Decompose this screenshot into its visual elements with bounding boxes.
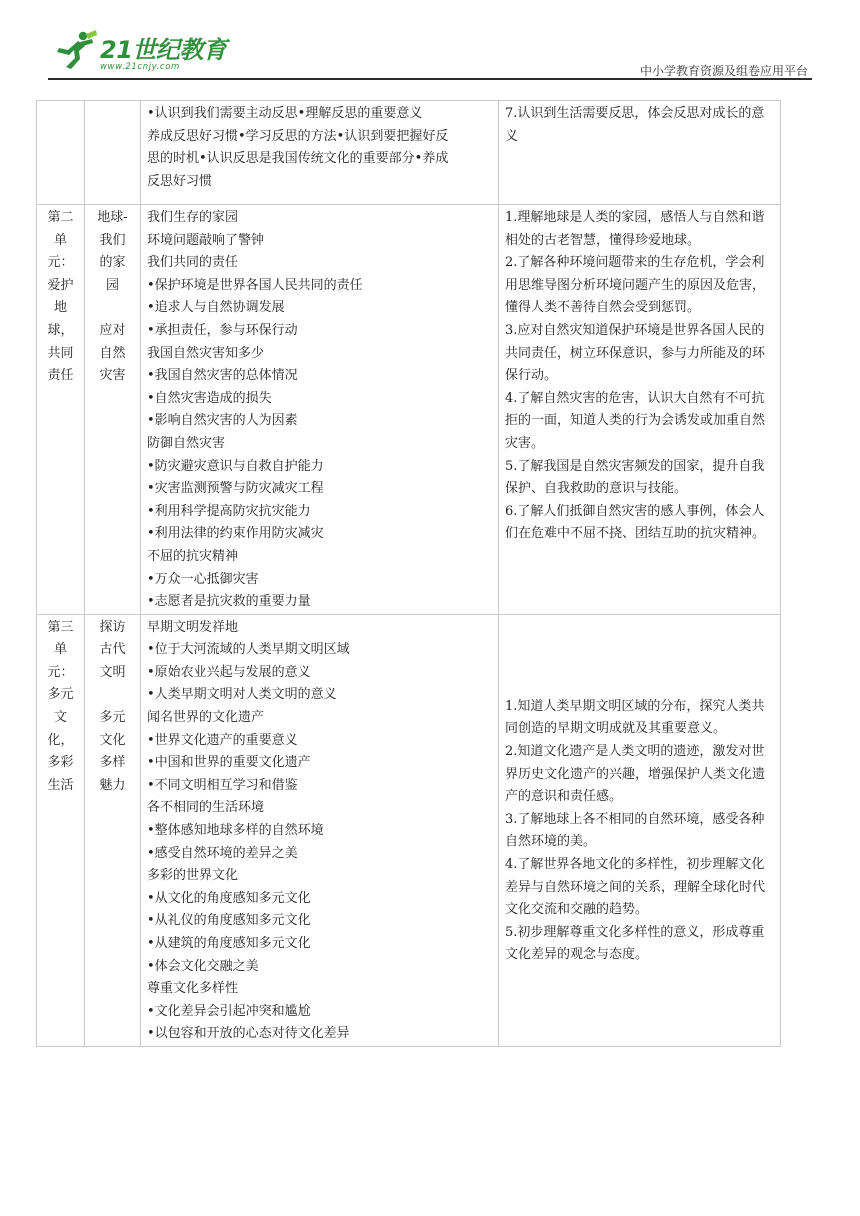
goal-item: 1.知道人类早期文明区域的分布，探究人类共同创造的早期文明成就及其重要意义。 <box>505 698 765 737</box>
topic-line: •灾害监测预警与防灾减灾工程 <box>147 481 324 497</box>
topic-line: 尊重文化多样性 <box>147 981 239 997</box>
theme-line: 多元 <box>99 710 126 726</box>
goal-item: 6.了解人们抵御自然灾害的感人事例，体会人们在危难中不屈不挠、团结互助的抗灾精神。 <box>505 503 766 542</box>
theme-cell <box>85 101 141 205</box>
goal-item: 2.知道文化遗产是人类文明的遗迹，激发对世界历史文化遗产的兴趣，增强保护人类文化遗产的意识和责任感。 <box>505 743 766 805</box>
topic-line: •影响自然灾害的人为因素 <box>147 413 298 429</box>
goals-cell <box>499 101 781 205</box>
topic-line: •整体感知地球多样的自然环境 <box>147 823 324 839</box>
theme-line: 魅力 <box>99 777 126 793</box>
unit-line: 多元 <box>47 687 74 703</box>
topic-line: 环境问题敲响了警钟 <box>147 232 265 248</box>
theme-line: 多样 <box>99 755 126 771</box>
topic-line: 养成反思好习惯•学习反思的方法•认识到要把握好反 <box>147 128 449 144</box>
topic-line: 我们生存的家园 <box>147 210 239 225</box>
topic-line: •我国自然灾害的总体情况 <box>147 368 298 384</box>
topic-line: •从礼仪的角度感知多元文化 <box>147 913 311 929</box>
unit-line: 共同 <box>47 345 74 361</box>
topic-line: 多彩的世界文化 <box>147 868 239 884</box>
topic-line: •承担责任，参与环保行动 <box>147 322 298 338</box>
unit-line: 球， <box>47 322 74 338</box>
topic-line: •追求人与自然协调发展 <box>147 300 285 316</box>
theme-cell <box>85 205 141 615</box>
topic-line: 我国自然灾害知多少 <box>147 345 265 361</box>
table-row <box>37 205 781 615</box>
topic-line: •万众一心抵御灾害 <box>147 571 259 587</box>
topic-line: •以包容和开放的心态对待文化差异 <box>147 1026 350 1042</box>
topics-cell <box>141 101 499 205</box>
goal-item: 5.初步理解尊重文化多样性的意义，形成尊重文化差异的观念与态度。 <box>505 924 765 963</box>
topic-line: •认识到我们需要主动反思•理解反思的重要意义 <box>147 106 423 121</box>
unit-line: 第三 <box>47 619 74 635</box>
unit-line: 元： <box>47 255 74 271</box>
logo-url: www.21cnjy.com <box>100 62 180 72</box>
topic-line: 闻名世界的文化遗产 <box>147 710 265 726</box>
curriculum-table <box>36 100 781 1047</box>
unit-cell <box>37 614 85 1046</box>
table-row <box>37 101 781 205</box>
goal-item: 5.了解我国是自然灾害频发的国家，提升自我保护、自我救助的意识与技能。 <box>505 458 765 497</box>
topic-line: •从文化的角度感知多元文化 <box>147 890 311 906</box>
goal-item: 7.认识到生活需要反思，体会反思对成长的意义 <box>505 106 765 144</box>
unit-line: 化， <box>47 732 74 748</box>
topics-cell <box>141 614 499 1046</box>
theme-line: 应对 <box>99 322 126 338</box>
unit-line: 文 <box>53 710 67 726</box>
unit-line: 元： <box>47 664 74 680</box>
goal-item: 4.了解自然灾害的危害，认识大自然有不可抗拒的一面，知道人类的行为会诱发或加重自然灾害。 <box>505 390 766 451</box>
theme-line: 地球- <box>97 210 128 225</box>
topic-line: •文化差异会引起冲突和尴尬 <box>147 1003 311 1019</box>
goal-item: 1.理解地球是人类的家园，感悟人与自然和谐相处的古老智慧，懂得珍爱地球。 <box>505 210 765 248</box>
table-row <box>37 614 781 1046</box>
theme-line: 探访 <box>99 619 126 635</box>
topic-line: 防御自然灾害 <box>147 435 226 451</box>
topic-line: •防灾避灾意识与自救自护能力 <box>147 458 324 474</box>
unit-line: 爱护 <box>47 277 74 293</box>
unit-cell <box>37 101 85 205</box>
unit-line: 多彩 <box>47 755 74 771</box>
page-header <box>0 0 860 80</box>
unit-line: 生活 <box>47 777 74 793</box>
unit-cell <box>37 205 85 615</box>
curriculum-sheet <box>36 100 780 1047</box>
topic-line: •自然灾害造成的损失 <box>147 390 272 406</box>
topic-line: •原始农业兴起与发展的意义 <box>147 664 311 680</box>
topic-line: •体会文化交融之美 <box>147 958 259 974</box>
topic-line: •中国和世界的重要文化遗产 <box>147 755 311 771</box>
unit-line: 单 <box>53 642 67 658</box>
topic-line: •利用法律的约束作用防灾减灾 <box>147 526 324 542</box>
platform-name: 中小学教育资源及组卷应用平台 <box>639 64 808 78</box>
theme-cell <box>85 614 141 1046</box>
topic-line: 我们共同的责任 <box>147 255 239 271</box>
topic-line: •世界文化遗产的重要意义 <box>147 732 298 748</box>
unit-line: 地 <box>53 300 67 316</box>
logo-text: 21世纪教育 <box>100 36 227 64</box>
theme-line: 的家 <box>99 255 126 271</box>
goals-cell <box>499 614 781 1046</box>
theme-line <box>91 684 134 707</box>
goal-item: 4.了解世界各地文化的多样性，初步理解文化差异与自然环境之间的关系，理解全球化时代文化交流和交融的趋势。 <box>505 856 766 918</box>
topics-cell <box>141 205 499 615</box>
goal-item: 3.应对自然灾知道保护环境是世界各国人民的共同责任，树立环保意识，参与力所能及的环保行动。 <box>505 322 766 384</box>
theme-line: 古代 <box>99 642 126 658</box>
theme-line: 园 <box>105 277 119 293</box>
topic-line: 思的时机•认识反思是我国传统文化的重要部分•养成 <box>147 151 449 167</box>
theme-line: 自然 <box>99 345 126 361</box>
topic-line: •感受自然环境的差异之美 <box>147 845 298 861</box>
topic-line: •保护环境是世界各国人民共同的责任 <box>147 277 363 293</box>
topic-line: 反思好习惯 <box>147 173 213 189</box>
topic-line: •不同文明相互学习和借鉴 <box>147 777 298 793</box>
topic-line: •利用科学提高防灾抗灾能力 <box>147 503 311 519</box>
unit-line: 第二 <box>47 210 74 225</box>
topic-line: •从建筑的角度感知多元文化 <box>147 936 311 951</box>
topic-line: 早期文明发祥地 <box>147 619 239 635</box>
goal-item: 3.了解地球上各不相同的自然环境，感受各种自然环境的美。 <box>505 811 765 850</box>
unit-line: 单 <box>53 232 67 248</box>
goals-cell <box>499 205 781 615</box>
topic-line: 各不相同的生活环境 <box>147 800 265 816</box>
topic-line: •位于大河流域的人类早期文明区域 <box>147 642 350 658</box>
theme-line: 灾害 <box>99 368 126 384</box>
goal-item: 2.了解各种环境问题带来的生存危机，学会利用思维导图分析环境问题产生的原因及危害，懂得人类不善待自然会受到惩罚。 <box>505 255 766 316</box>
theme-line: 文明 <box>99 664 126 680</box>
header-divider <box>48 78 812 80</box>
theme-line: 我们 <box>99 232 126 248</box>
unit-line: 责任 <box>47 368 74 384</box>
topic-line: •人类早期文明对人类文明的意义 <box>147 687 337 703</box>
topic-line: •志愿者是抗灾救的重要力量 <box>147 594 311 610</box>
theme-line <box>91 297 134 320</box>
running-figure-icon <box>50 30 98 70</box>
brand-logo <box>50 28 230 76</box>
topic-line: 不屈的抗灾精神 <box>147 548 239 564</box>
theme-line: 文化 <box>99 732 126 748</box>
